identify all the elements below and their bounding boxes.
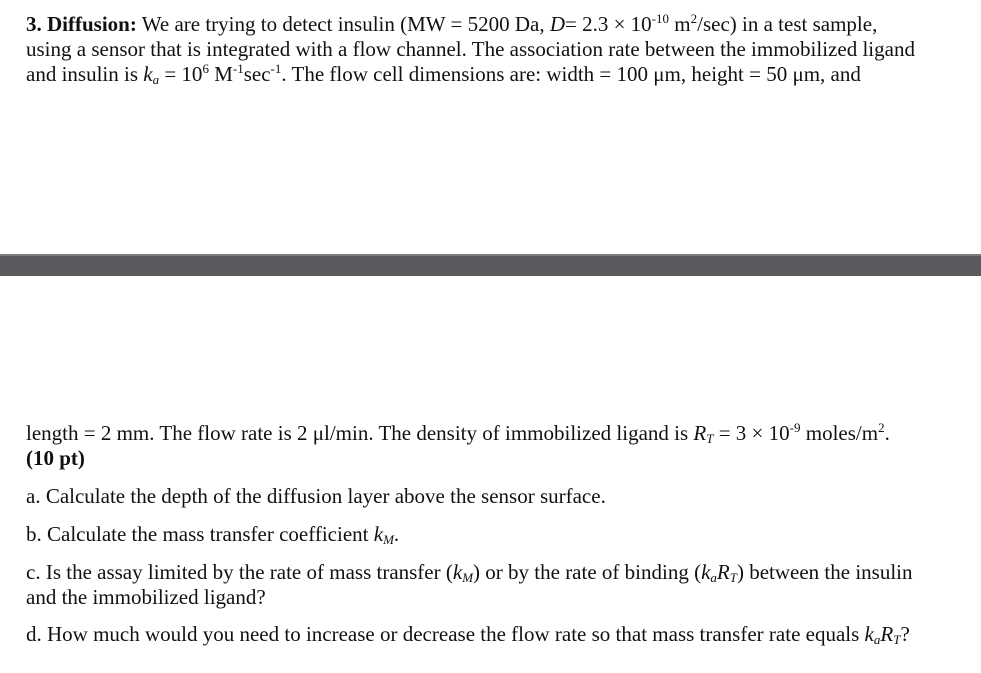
subscript: T xyxy=(729,570,737,585)
subscript: M xyxy=(462,570,474,585)
symbol-R: R xyxy=(880,622,894,646)
symbol-k: k xyxy=(452,560,463,584)
exponent: -1 xyxy=(270,61,282,76)
problem-line-1 xyxy=(26,12,971,37)
symbol-k: k xyxy=(373,522,384,546)
subscript: a xyxy=(710,570,717,585)
symbol-k: k xyxy=(864,622,874,646)
subscript: T xyxy=(893,632,901,647)
symbol-R: R xyxy=(716,560,730,584)
problem-line-4 xyxy=(26,421,971,446)
problem-number: 3. xyxy=(26,12,42,36)
question-text: d. How much would you need to increase or decrease the flow rate so that mass transfer rate equals xyxy=(26,622,860,646)
page-break-divider xyxy=(0,254,981,276)
question-d xyxy=(26,622,971,647)
problem-statement-top xyxy=(26,12,971,87)
question-c-line-2: and the immobilized ligand? xyxy=(26,585,266,609)
problem-text: /sec) in a test sample, xyxy=(697,12,878,36)
problem-line-3 xyxy=(26,62,971,87)
problem-text: and insulin is xyxy=(26,62,139,86)
divider-highlight xyxy=(0,254,981,256)
problem-text: = 3 × 10 xyxy=(718,421,790,445)
question-c-line-1 xyxy=(26,560,971,585)
exponent: -9 xyxy=(789,420,801,435)
question-a xyxy=(26,484,971,509)
subscript: a xyxy=(873,632,881,647)
subscript: a xyxy=(152,72,160,87)
exponent: -10 xyxy=(651,11,670,26)
question-c xyxy=(26,560,971,610)
exponent: 6 xyxy=(202,61,209,76)
problem-text: moles/m xyxy=(805,421,879,445)
problem-text: . xyxy=(884,421,890,445)
question-b xyxy=(26,522,971,547)
exponent: -1 xyxy=(232,61,244,76)
problem-text: length = 2 mm. The flow rate is 2 μl/min. The density of immobilized ligand is xyxy=(26,421,689,445)
problem-text: . The flow cell dimensions are: width = 100 μm, height = 50 μm, and xyxy=(281,62,861,86)
question-text: c. Is the assay limited by the rate of mass transfer ( xyxy=(26,560,453,584)
question-a-text: a. Calculate the depth of the diffusion layer above the sensor surface. xyxy=(26,484,606,508)
problem-heading: Diffusion: xyxy=(47,12,137,36)
problem-statement-bottom xyxy=(26,420,971,647)
question-text: b. Calculate the mass transfer coefficient xyxy=(26,522,369,546)
points-label: (10 pt) xyxy=(26,446,85,470)
symbol-D: D xyxy=(549,12,565,36)
exponent: 2 xyxy=(690,11,698,26)
problem-text: m xyxy=(674,12,691,36)
subscript: M xyxy=(383,532,394,547)
question-d-line xyxy=(26,622,971,647)
question-text: ? xyxy=(900,622,910,646)
question-text: . xyxy=(393,522,400,546)
problem-text: M xyxy=(214,62,233,86)
problem-text: sec xyxy=(243,62,271,86)
symbol-R: R xyxy=(693,421,707,445)
problem-text: using a sensor that is integrated with a flow channel. The association rate between the immobilized ligand xyxy=(26,37,915,61)
question-text: ) between the insulin xyxy=(736,560,913,584)
symbol-k: k xyxy=(143,62,153,86)
symbol-k: k xyxy=(701,560,711,584)
problem-text: We are trying to detect insulin (MW = 5200 Da, xyxy=(141,12,545,36)
question-b-line xyxy=(26,522,971,547)
exponent: 2 xyxy=(878,420,885,435)
problem-line-2 xyxy=(26,37,971,62)
problem-text: = 10 xyxy=(164,62,203,86)
question-text: ) or by the rate of binding ( xyxy=(473,560,702,584)
subscript: T xyxy=(706,431,714,446)
problem-text: = 2.3 × 10 xyxy=(565,12,652,36)
